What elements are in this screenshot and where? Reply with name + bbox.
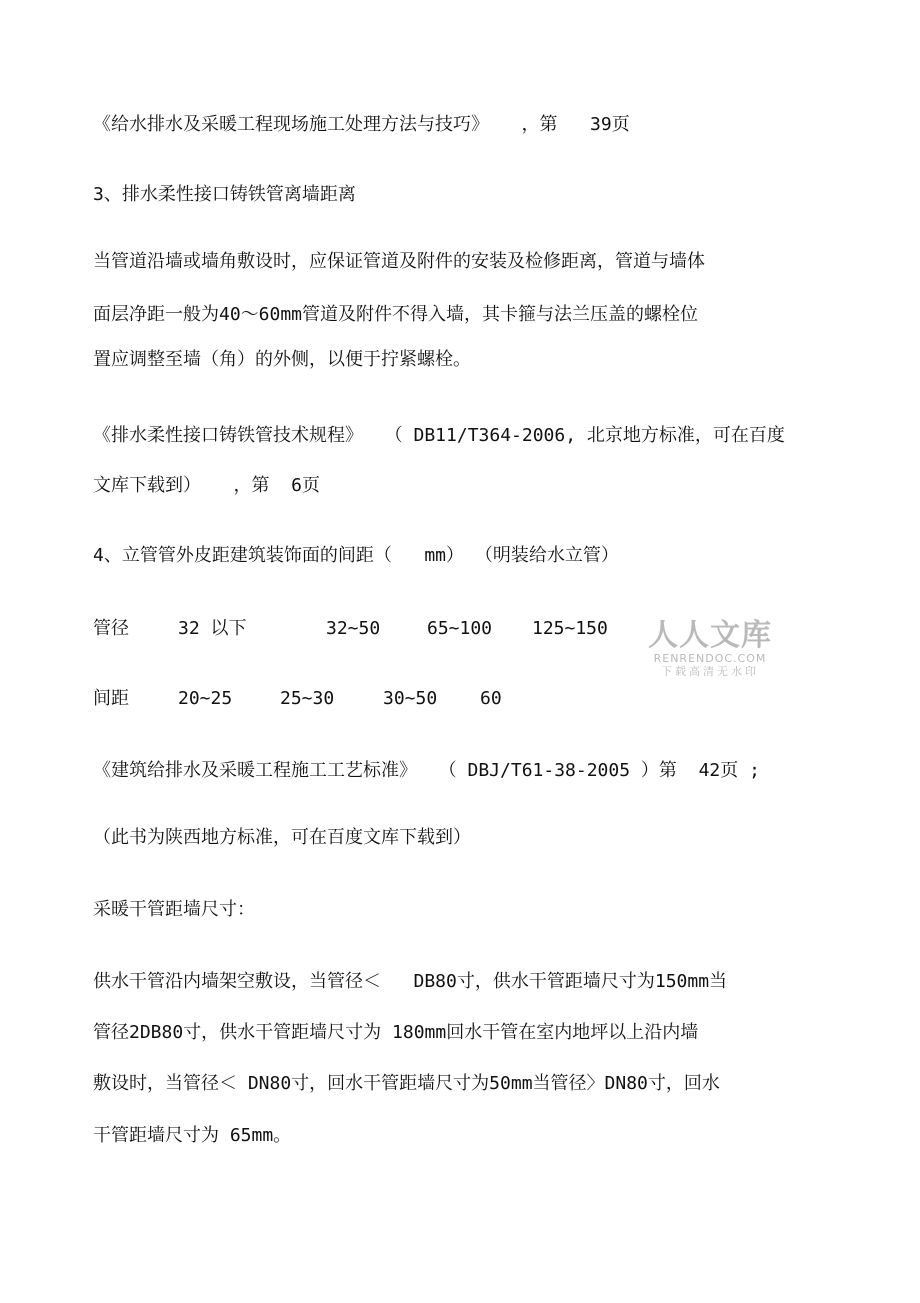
- watermark-subtitle: 下载高清无水印: [661, 665, 759, 678]
- watermark-title: 人人文库: [648, 618, 772, 653]
- table-cell: 32~50: [326, 618, 381, 639]
- paragraph-line: 供水干管沿内墙架空敷设，当管径＜ DB80寸，供水干管距墙尺寸为150mm当: [93, 971, 728, 992]
- paragraph-line: 管径2DB80寸，供水干管距墙尺寸为 180mm回水干管在室内地坪以上沿内墙: [93, 1022, 699, 1043]
- table-cell: 65~100: [427, 618, 493, 639]
- section-heading-3: 3、排水柔性接口铸铁管离墙距离: [93, 184, 356, 205]
- table-cell: 30~50: [383, 688, 438, 709]
- paragraph-line: 干管距墙尺寸为 65mm。: [93, 1125, 292, 1146]
- watermark-logo: [645, 620, 775, 678]
- table-cell: 间距: [93, 688, 129, 709]
- reference-line-1: 《给水排水及采暖工程现场施工处理方法与技巧》 ，第 39页: [93, 114, 630, 135]
- paragraph-line: 当管道沿墙或墙角敷设时，应保证管道及附件的安装及检修距离，管道与墙体: [93, 251, 705, 272]
- reference-line-3: 《建筑给排水及采暖工程施工工艺标准》 （ DBJ/T61-38-2005 ）第 42页 ;: [93, 760, 760, 781]
- reference-line-2-continued: 文库下载到） ，第 6页: [93, 475, 321, 496]
- watermark-url: RENRENDOC.COM: [653, 652, 767, 665]
- table-cell: 60: [480, 688, 502, 709]
- table-cell: 25~30: [280, 688, 335, 709]
- table-cell: 32 以下: [178, 618, 247, 639]
- paragraph-line: 置应调整至墙（角）的外侧，以便于拧紧螺栓。: [93, 349, 471, 370]
- section-heading-4: 4、立管管外皮距建筑装饰面的间距（ mm） （明装给水立管）: [93, 545, 619, 566]
- reference-line-2: 《排水柔性接口铸铁管技术规程》 （ DB11/T364-2006, 北京地方标准，可在百度: [93, 425, 785, 446]
- table-cell: 125~150: [532, 618, 608, 639]
- paragraph-line: 面层净距一般为40～60mm管道及附件不得入墙，其卡箍与法兰压盖的螺栓位: [93, 304, 699, 325]
- paragraph-line: 敷设时，当管径＜ DN80寸，回水干管距墙尺寸为50mm当管径〉DN80寸，回水: [93, 1073, 720, 1094]
- reference-note: （此书为陕西地方标准，可在百度文库下载到）: [93, 827, 471, 848]
- table-cell: 20~25: [178, 688, 233, 709]
- table-cell: 管径: [93, 618, 129, 639]
- section-heading-heating: 采暖干管距墙尺寸：: [93, 899, 255, 920]
